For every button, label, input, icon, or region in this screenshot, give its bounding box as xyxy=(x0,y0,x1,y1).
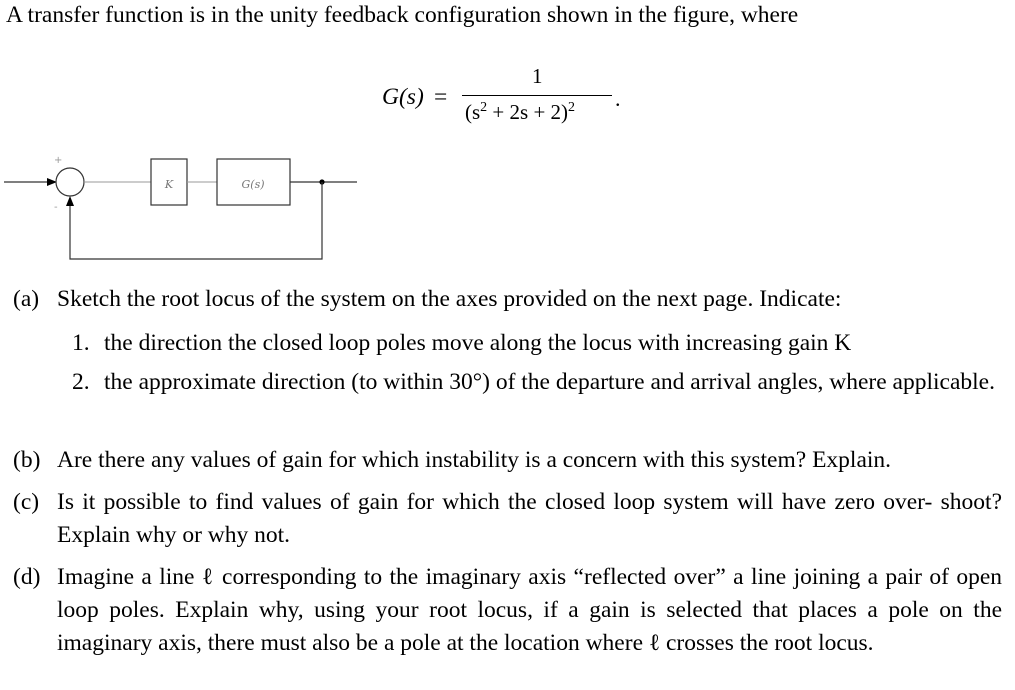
equation-lhs: G(s) xyxy=(382,84,424,110)
equation-numerator: 1 xyxy=(532,64,543,88)
part-c-text: Is it possible to find values of gain for which the closed loop system will have zero over- shoot? Explain why or why not. xyxy=(57,489,1002,548)
equation-denominator xyxy=(465,100,575,125)
part-c-label: (c) xyxy=(13,489,40,515)
intro-text: A transfer function is in the unity feedback configuration shown in the figure, where xyxy=(6,2,799,28)
part-a-item-1-number: 1. xyxy=(72,330,90,356)
plus-sign: + xyxy=(54,155,63,166)
minus-sign: - xyxy=(54,202,58,213)
part-a-label: (a) xyxy=(13,286,40,312)
equation-period: . xyxy=(615,86,621,111)
denominator-base: (s xyxy=(465,100,481,124)
part-a-item-2-text: the approximate direction (to within 30°) of the departure and arrival angles, where applicable. xyxy=(104,369,995,395)
part-a-item-2-number: 2. xyxy=(72,369,90,395)
part-b-text: Are there any values of gain for which instability is a concern with this system? Explain. xyxy=(57,447,892,473)
gain-label: K xyxy=(164,178,174,191)
fraction-bar xyxy=(462,95,612,96)
part-a-item-1-text: the direction the closed loop poles move along the locus with increasing gain K xyxy=(104,330,852,356)
plant-label: G(s) xyxy=(241,178,265,191)
part-b-label: (b) xyxy=(13,447,41,473)
part-a-text: Sketch the root locus of the system on the axes provided on the next page. Indicate: xyxy=(57,286,842,312)
denominator-outer-exponent: 2 xyxy=(568,100,576,115)
part-d-label: (d) xyxy=(13,564,41,590)
denominator-mid: + 2s + 2) xyxy=(487,100,569,124)
feedback-arrowhead xyxy=(66,196,74,206)
part-d-text: Imagine a line ℓ corresponding to the imaginary axis “reflected over” a line joining a pair of open loop poles. Explain why, using your root locus, if a gain is selected that places a pole on the imaginary axis, there must also be a pole at the location where ℓ crosses the root locus. xyxy=(57,564,1002,656)
denominator-inner-exponent: 2 xyxy=(480,100,488,115)
summing-junction xyxy=(56,168,84,196)
feedback-block-diagram xyxy=(0,148,370,268)
equation-equals: = xyxy=(434,84,448,110)
